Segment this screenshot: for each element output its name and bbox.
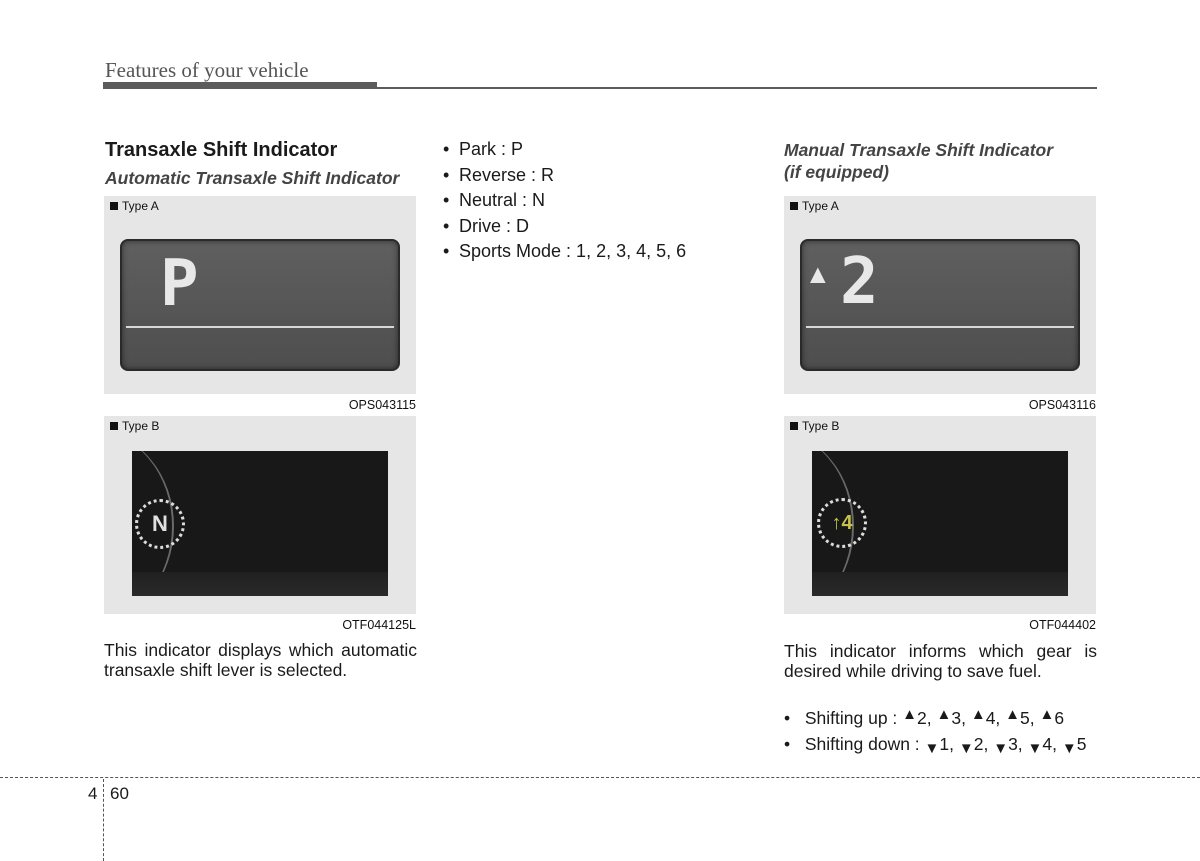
section-title: Transaxle Shift Indicator [105, 139, 338, 161]
down-triangle-icon: ▼ [924, 740, 940, 757]
lcd-display [800, 239, 1080, 371]
list-item: • Reverse : R [443, 163, 686, 189]
running-header: Features of your vehicle [105, 58, 309, 82]
up-arrow-icon: ↑ [831, 512, 842, 534]
list-item: • Sports Mode : 1, 2, 3, 4, 5, 6 [443, 239, 686, 265]
auto-subtitle: Automatic Transaxle Shift Indicator [105, 168, 400, 188]
cluster-display [812, 451, 1068, 596]
up-triangle-icon: ▲ [1005, 706, 1021, 723]
lcd-display [120, 239, 400, 371]
figure-label: Type B [110, 419, 159, 433]
footer-divider [103, 779, 104, 861]
cluster-display [132, 451, 388, 596]
gear-dial [817, 498, 867, 548]
page-number: 60 [110, 784, 129, 803]
gear-indicator-p: P [160, 247, 199, 321]
header-rule-thin [377, 87, 1097, 89]
shift-up-item: • Shifting up : ▲2, ▲3, ▲4, ▲5, ▲6 [784, 702, 1086, 731]
shift-list [784, 702, 1086, 762]
gear-indicator-up-4: ↑4 [831, 512, 853, 534]
list-item: • Drive : D [443, 214, 686, 240]
figure-auto-type-a [104, 196, 416, 394]
up-triangle-icon: ▲ [1039, 706, 1055, 723]
figure-auto-type-b [104, 416, 416, 614]
up-triangle-icon: ▲ [902, 706, 918, 723]
manual-description: This indicator informs which gear is desired while driving to save fuel. [784, 641, 1097, 681]
figure-label: Type A [110, 199, 159, 213]
down-triangle-icon: ▼ [1061, 740, 1077, 757]
gear-indicator-2: 2 [840, 245, 879, 319]
figure-code: OTF044402 [1029, 618, 1096, 632]
manual-subtitle [784, 139, 1053, 183]
header-rule-thick [103, 82, 377, 89]
up-triangle-icon: ▲ [970, 706, 986, 723]
down-triangle-icon: ▼ [958, 740, 974, 757]
gear-list [443, 137, 686, 265]
list-item: • Park : P [443, 137, 686, 163]
chapter-number: 4 [88, 784, 98, 803]
shift-down-item: • Shifting down : ▼1, ▼2, ▼3, ▼4, ▼5 [784, 731, 1086, 762]
figure-label: Type B [790, 419, 839, 433]
auto-description: This indicator displays which automatic transaxle shift lever is selected. [104, 640, 417, 680]
footer-rule [0, 777, 1200, 778]
figure-code: OPS043115 [348, 398, 416, 412]
lcd-divider [126, 326, 394, 328]
lcd-divider [806, 326, 1074, 328]
figure-manual-type-b [784, 416, 1096, 614]
down-triangle-icon: ▼ [1027, 740, 1043, 757]
manual-subtitle-line2: (if equipped) [784, 162, 889, 182]
shift-up-arrow-icon: ▲ [810, 259, 826, 289]
figure-label: Type A [790, 199, 839, 213]
figure-code: OPS043116 [1028, 398, 1096, 412]
list-item: • Neutral : N [443, 188, 686, 214]
up-triangle-icon: ▲ [936, 706, 952, 723]
manual-subtitle-line1: Manual Transaxle Shift Indicator [784, 140, 1054, 160]
figure-manual-type-a [784, 196, 1096, 394]
gear-indicator-n: N [152, 511, 168, 536]
figure-code: OTF044125L [342, 618, 416, 632]
down-triangle-icon: ▼ [993, 740, 1009, 757]
gear-dial [135, 499, 185, 549]
